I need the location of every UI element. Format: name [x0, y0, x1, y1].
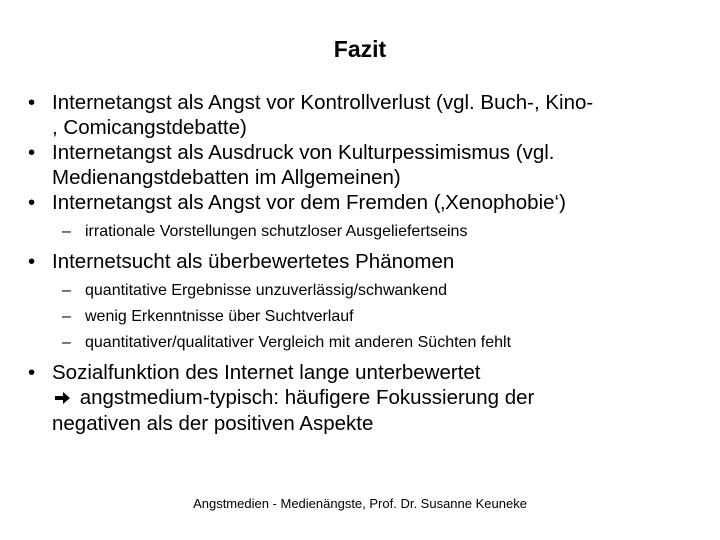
bullet-item	[28, 360, 708, 436]
bullet-list	[28, 90, 708, 436]
sub-bullet-text: wenig Erkenntnisse über Suchtverlauf	[85, 308, 354, 325]
bullet-text: Internetangst als Angst vor Kontrollverlust (vgl. Buch-, Kino-	[52, 91, 594, 114]
bullet-dot: •	[28, 191, 36, 214]
bullet-dot: •	[28, 91, 36, 114]
slide-footer: Angstmedien - Medienängste, Prof. Dr. Susanne Keuneke	[193, 496, 527, 511]
bullet-item	[28, 190, 708, 215]
slide-title: Fazit	[333, 36, 387, 62]
bullet-dot: •	[28, 361, 36, 384]
bullet-text: Sozialfunktion des Internet lange unterbewertet	[52, 361, 481, 384]
sub-bullet-item	[28, 304, 708, 330]
bullet-dot: •	[28, 250, 36, 273]
right-arrow-icon	[52, 386, 74, 411]
sub-bullet-text: quantitativer/qualitativer Vergleich mit anderen Süchten fehlt	[85, 334, 512, 351]
bullet-text-continued: Medienangstdebatten im Allgemeinen)	[52, 166, 401, 189]
bullet-text-continued: negativen als der positiven Aspekte	[52, 412, 374, 435]
sub-bullet-dash: –	[62, 223, 71, 240]
bullet-text: Internetangst als Angst vor dem Fremden (‚Xenophobie‘)	[52, 191, 566, 214]
sub-bullet-dash: –	[62, 334, 71, 351]
sub-bullet-item	[28, 330, 708, 356]
bullet-dot: •	[28, 141, 36, 164]
bullet-text-continued: , Comicangstdebatte)	[52, 116, 247, 139]
bullet-item	[28, 90, 708, 140]
sub-bullet-dash: –	[62, 282, 71, 299]
sub-bullet-item	[28, 219, 708, 245]
bullet-item	[28, 249, 708, 274]
sub-bullet-dash: –	[62, 308, 71, 325]
sub-bullet-item	[28, 278, 708, 304]
sub-bullet-text: irrationale Vorstellungen schutzloser Ausgeliefertseins	[85, 223, 468, 240]
bullet-arrow-text: angstmedium-typisch: häufigere Fokussierung der	[79, 386, 535, 409]
sub-bullet-text: quantitative Ergebnisse unzuverlässig/schwankend	[85, 282, 447, 299]
bullet-text: Internetsucht als überbewertetes Phänomen	[52, 250, 455, 273]
bullet-text-continued	[52, 385, 708, 411]
bullet-item	[28, 140, 708, 190]
bullet-text: Internetangst als Ausdruck von Kulturpessimismus (vgl.	[52, 141, 555, 164]
